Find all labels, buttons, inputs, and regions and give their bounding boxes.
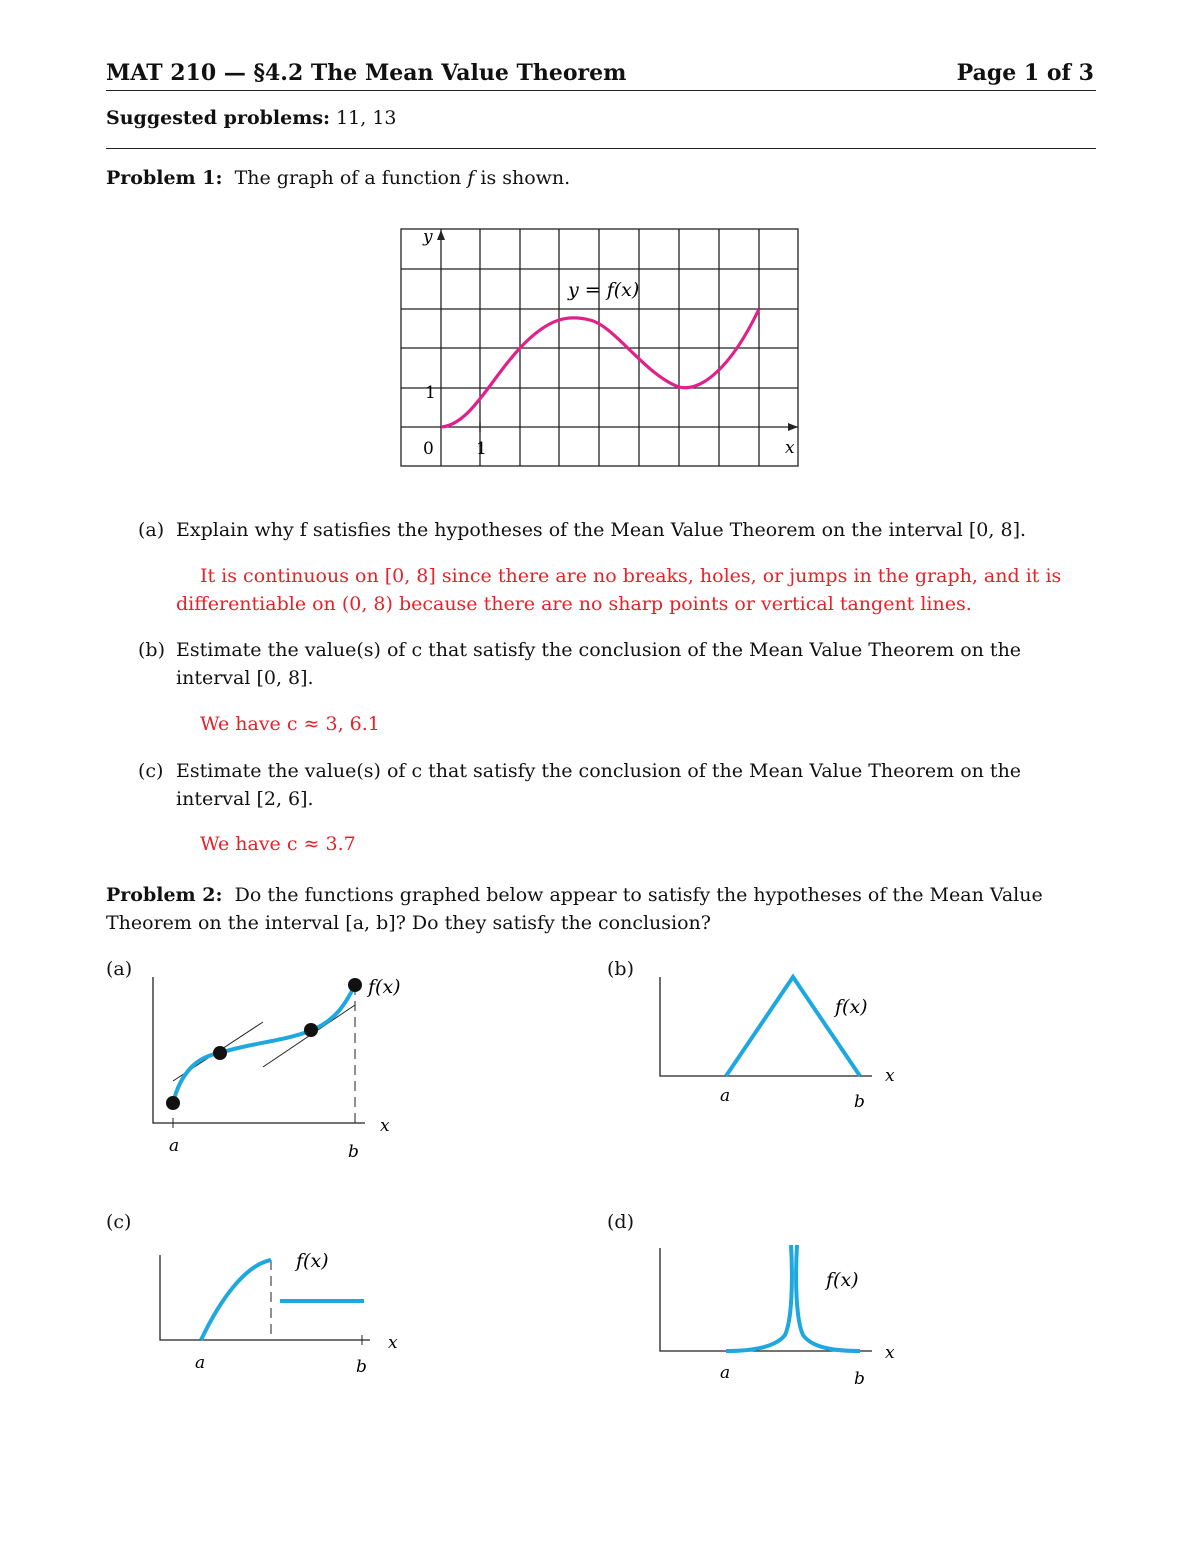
x-label: x bbox=[380, 1116, 390, 1136]
part-a-answer: It is continuous on [0, 8] since there are no breaks, holes, or jumps in the graph, and it is differentiable on (0, 8) because there are no sharp points or vertical tangent lines. bbox=[176, 565, 1062, 615]
fx-label: f(x) bbox=[296, 1250, 329, 1272]
suggested-value: 11, 13 bbox=[336, 107, 397, 129]
origin-label: 0 bbox=[423, 439, 434, 459]
fx-label: f(x) bbox=[826, 1269, 859, 1291]
x-tick-label: 1 bbox=[476, 439, 487, 459]
b-label: b bbox=[854, 1092, 865, 1112]
tangent-point bbox=[304, 1023, 318, 1037]
graph-d-tag: (d) bbox=[607, 1211, 634, 1233]
point-b bbox=[348, 978, 362, 992]
a-label: a bbox=[720, 1363, 731, 1383]
suggested-problems bbox=[106, 104, 397, 132]
point-a bbox=[166, 1096, 180, 1110]
axes bbox=[660, 977, 872, 1076]
problem1-text: The graph of a function bbox=[234, 167, 462, 189]
graph-b bbox=[650, 965, 910, 1115]
axes bbox=[153, 977, 365, 1123]
graph-a-tag: (a) bbox=[106, 958, 133, 980]
page-number: Page 1 of 3 bbox=[956, 60, 1094, 86]
part-b-tag: (b) bbox=[138, 639, 165, 661]
x-axis-arrow-icon bbox=[788, 423, 798, 431]
a-label: a bbox=[195, 1353, 206, 1373]
part-c-tag: (c) bbox=[138, 760, 164, 782]
problem1-text-end: is shown. bbox=[480, 167, 571, 189]
part-a-tag: (a) bbox=[138, 519, 165, 541]
b-label: b bbox=[348, 1142, 359, 1162]
function-curve bbox=[441, 309, 759, 427]
part-a-question: Explain why f satisfies the hypotheses of the Mean Value Theorem on the interval [0, 8]. bbox=[176, 519, 1027, 541]
header-rule bbox=[106, 90, 1096, 91]
section-rule bbox=[106, 148, 1096, 149]
function-curve bbox=[173, 985, 355, 1103]
problem2-label: Problem 2: bbox=[106, 884, 223, 906]
x-axis-label: x bbox=[785, 438, 795, 458]
graph-a bbox=[140, 965, 430, 1165]
x-label: x bbox=[885, 1066, 895, 1086]
problem1-graph bbox=[390, 220, 810, 480]
graph-d bbox=[650, 1240, 910, 1390]
problem1-statement bbox=[106, 164, 570, 192]
a-label: a bbox=[720, 1086, 731, 1106]
suggested-label: Suggested problems: bbox=[106, 107, 331, 129]
fx-label: f(x) bbox=[368, 976, 401, 998]
function-curve bbox=[726, 977, 860, 1076]
y-tick-label: 1 bbox=[425, 383, 436, 403]
part-b-question: Estimate the value(s) of c that satisfy the conclusion of the Mean Value Theorem on the interval [0, 8]. bbox=[176, 639, 1022, 689]
problem1-var: f bbox=[467, 167, 475, 189]
part-b-answer: We have c ≈ 3, 6.1 bbox=[200, 713, 380, 735]
function-curve-right bbox=[796, 1245, 860, 1351]
function-curve-left bbox=[726, 1245, 792, 1351]
x-label: x bbox=[885, 1343, 895, 1363]
curve-label: y = f(x) bbox=[568, 279, 640, 301]
function-curve bbox=[201, 1260, 271, 1340]
graph-c-tag: (c) bbox=[106, 1211, 132, 1233]
problem2-text: Do the functions graphed below appear to satisfy the hypotheses of the Mean Value Theorem on the interval [a, b]? Do they satisfy the conclusion? bbox=[106, 884, 1043, 934]
graph-c bbox=[150, 1240, 420, 1390]
y-axis-label: y bbox=[423, 227, 433, 247]
page-title: MAT 210 — §4.2 The Mean Value Theorem bbox=[106, 60, 627, 86]
axes bbox=[160, 1255, 370, 1340]
y-axis-arrow-icon bbox=[437, 230, 445, 240]
part-c-answer: We have c ≈ 3.7 bbox=[200, 833, 356, 855]
tangent-point bbox=[213, 1046, 227, 1060]
fx-label: f(x) bbox=[835, 996, 868, 1018]
problem1-label: Problem 1: bbox=[106, 167, 223, 189]
problem2-statement bbox=[106, 881, 1096, 937]
b-label: b bbox=[854, 1369, 865, 1389]
part-c-question: Estimate the value(s) of c that satisfy the conclusion of the Mean Value Theorem on the interval [2, 6]. bbox=[176, 760, 1022, 810]
x-label: x bbox=[388, 1333, 398, 1353]
axes bbox=[660, 1248, 872, 1351]
b-label: b bbox=[356, 1357, 367, 1377]
a-label: a bbox=[169, 1136, 180, 1156]
graph-b-tag: (b) bbox=[607, 958, 634, 980]
